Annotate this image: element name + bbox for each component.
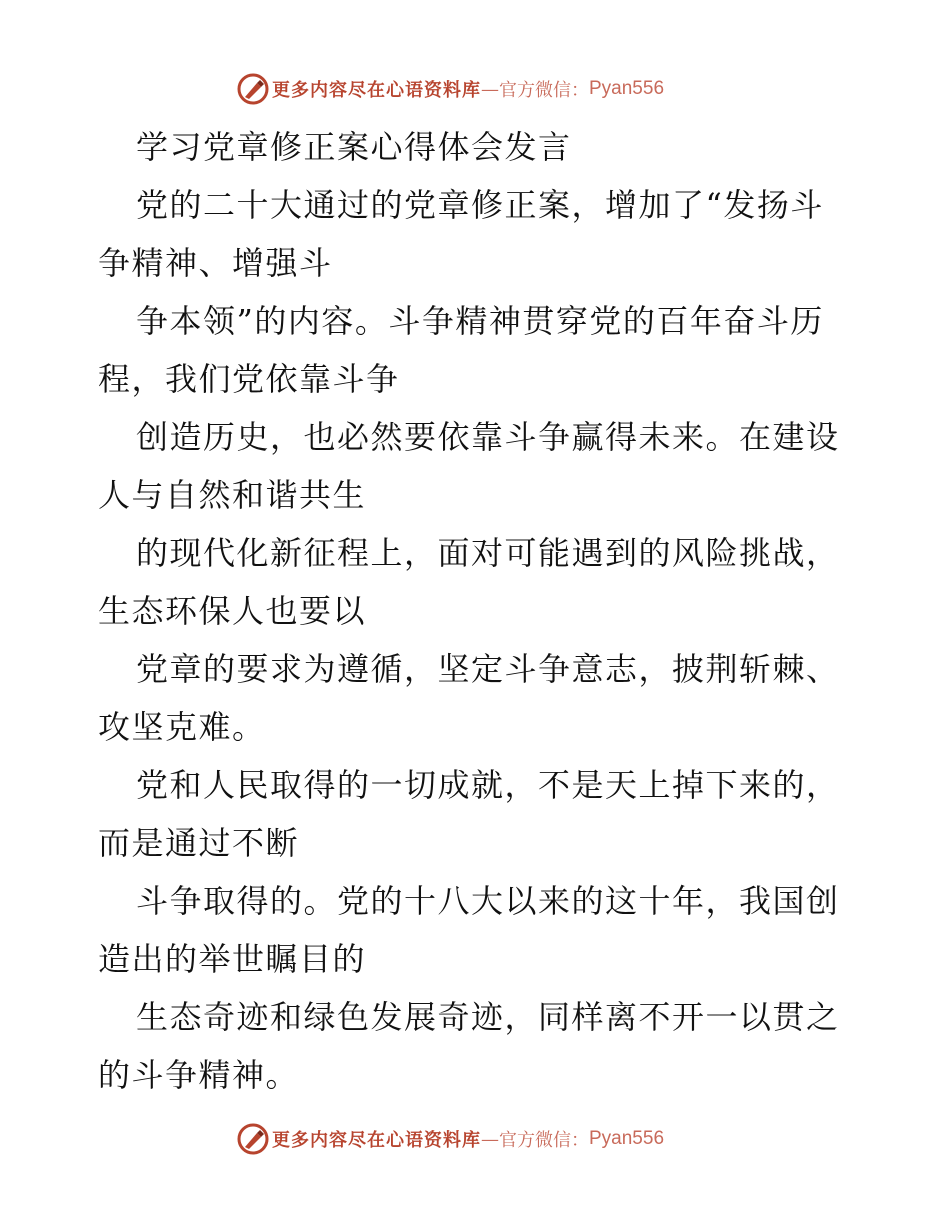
paragraph-line: 生态环保人也要以 [98, 592, 367, 630]
paragraph-line: 而是通过不断 [98, 824, 300, 862]
watermark-wechat-label: 官方微信： [499, 1130, 589, 1151]
watermark-wechat-id: Pyan556 [589, 78, 665, 99]
pen-logo-icon [236, 72, 270, 106]
document-title: 学习党章修正案心得体会发言 [136, 128, 572, 166]
document-body [98, 118, 858, 1104]
paragraph-line: 党和人民取得的一切成就，不是天上掉下来的， [136, 766, 840, 804]
watermark-site-text: 更多内容尽在心语资料库 [272, 1130, 481, 1151]
paragraph-line: 攻坚克难。 [98, 708, 266, 746]
paragraph-line: 人与自然和谐共生 [98, 476, 367, 514]
paragraph-line: 生态奇迹和绿色发展奇迹，同样离不开一以贯之 [136, 998, 840, 1036]
paragraph-line: 程，我们党依靠斗争 [98, 360, 400, 398]
paragraph-line: 的斗争精神。 [98, 1056, 300, 1094]
watermark-wechat-label: 官方微信： [499, 80, 589, 101]
pen-logo-icon [236, 1122, 270, 1156]
paragraph-line: 党章的要求为遵循，坚定斗争意志，披荆斩棘、 [136, 650, 840, 688]
watermark-site-text: 更多内容尽在心语资料库 [272, 80, 481, 101]
watermark-wechat-id: Pyan556 [589, 1128, 665, 1149]
paragraph-line: 争精神、增强斗 [98, 244, 333, 282]
watermark-dash: — [481, 1128, 499, 1150]
paragraph-line: 斗争取得的。党的十八大以来的这十年，我国创 [136, 882, 840, 920]
paragraph-line: 争本领”的内容。斗争精神贯穿党的百年奋斗历 [136, 302, 824, 340]
watermark-dash: — [481, 78, 499, 100]
paragraph-line: 创造历史，也必然要依靠斗争赢得未来。在建设 [136, 418, 840, 456]
footer-watermark [236, 1122, 756, 1156]
paragraph-line: 造出的举世瞩目的 [98, 940, 367, 978]
header-watermark [236, 72, 756, 106]
paragraph-line: 党的二十大通过的党章修正案，增加了“发扬斗 [136, 186, 824, 224]
paragraph-line: 的现代化新征程上，面对可能遇到的风险挑战， [136, 534, 840, 572]
